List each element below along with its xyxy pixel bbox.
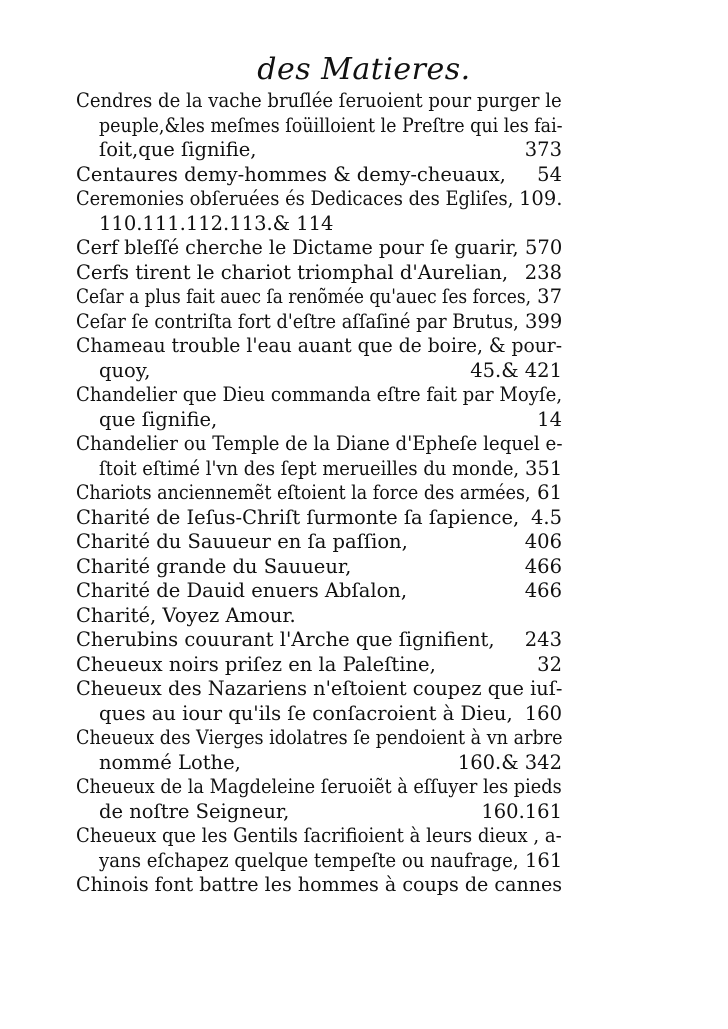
entry-text: Cheueux des Nazariens n'eſtoient coupez que iuſ- [76, 677, 563, 700]
index-entry [76, 187, 562, 236]
index-entry [76, 653, 562, 678]
index-entry [76, 310, 562, 335]
page-reference: 160.161 [481, 799, 562, 823]
entry-text: Chandelier ou Temple de la Diane d'Epheſe lequel e- [76, 432, 563, 455]
page-reference: 4.5 [530, 505, 562, 529]
entry-text: Charité de Dauid enuers Abſalon, [76, 579, 408, 602]
entry-text: Charité de Ieſus-Chriſt ſurmonte ſa ſapience, [76, 505, 520, 529]
entry-line [76, 849, 562, 874]
index-entry [76, 236, 562, 261]
page-reference: 238 [524, 260, 562, 284]
entry-line [76, 775, 562, 800]
entry-text: nommé Lothe, [99, 750, 241, 774]
index-entry [76, 604, 562, 629]
entry-line [76, 628, 562, 653]
entry-line [76, 604, 562, 629]
index-entry [76, 555, 562, 580]
entry-line [76, 481, 562, 506]
entry-line [76, 310, 562, 335]
entry-line [76, 800, 562, 825]
index-entry [76, 873, 562, 898]
entry-text: ques au iour qu'ils ſe conſacroient à Dieu, [99, 701, 513, 725]
entry-line [76, 702, 562, 727]
entry-line [76, 334, 562, 359]
entry-text: ſoit,que ſignifie, [99, 138, 257, 161]
page-reference: 570 [525, 236, 563, 259]
index-entry [76, 481, 562, 506]
index-entry [76, 261, 562, 286]
entry-text: Cheueux que les Gentils ſacrifioient à leurs dieux , a- [76, 824, 562, 847]
page-reference: 37 [537, 285, 562, 308]
entry-text: Charité, Voyez Amour. [76, 603, 296, 627]
entry-text: Cherubins couurant l'Arche que ſignifient, [76, 628, 495, 651]
entry-text: de noſtre Seigneur, [99, 799, 290, 823]
entry-text: Centaures demy-hommes & demy-cheuaux, [76, 162, 506, 186]
page-reference: 160 [524, 701, 562, 725]
entry-text: ſtoit eſtimé l'vn des ſept merueilles du monde, [99, 456, 520, 480]
entry-text: Chandelier que Dieu commanda eſtre fait par Moyſe, [76, 383, 563, 406]
page-reference: 14 [537, 407, 562, 431]
entry-line [76, 677, 562, 702]
index-entry [76, 163, 562, 188]
index-entry [76, 334, 562, 383]
entry-line [76, 824, 562, 849]
entry-line [76, 359, 562, 384]
entry-text: peuple,&les meſmes ſoüilloient le Preſtre qui les fai- [99, 113, 563, 137]
page-reference: 61 [537, 481, 562, 504]
index-list [76, 89, 562, 898]
page-reference: 109. [519, 187, 563, 210]
page-reference: 406 [524, 530, 562, 553]
entry-line [76, 555, 562, 580]
page-reference: 466 [524, 579, 562, 602]
entry-text: Charité grande du Sauueur, [76, 554, 352, 578]
entry-line [76, 579, 562, 604]
entry-text: Chariots anciennemẽt eſtoient la force des armées, [76, 481, 531, 504]
index-entry [76, 506, 562, 531]
entry-line [76, 432, 562, 457]
entry-line [76, 383, 562, 408]
entry-line [76, 114, 562, 139]
entry-text: Cheueux noirs priſez en la Paleſtine, [76, 652, 436, 676]
index-entry [76, 383, 562, 432]
index-entry [76, 285, 562, 310]
entry-line [76, 653, 562, 678]
index-entry [76, 677, 562, 726]
entry-line [76, 751, 562, 776]
index-entry [76, 432, 562, 481]
entry-text: Cheueux des Vierges idolatres ſe pendoient à vn arbre [76, 726, 563, 749]
page-reference: 161 [525, 848, 563, 872]
entry-line [76, 138, 562, 163]
page-reference: 399 [525, 309, 563, 333]
entry-line [76, 236, 562, 261]
page-reference: 160.& 342 [457, 750, 562, 774]
entry-text: Chameau trouble l'eau auant que de boire, & pour- [76, 334, 563, 357]
page-reference: 45.& 421 [470, 358, 562, 382]
entry-text: yans eſchapez quelque tempeſte ou naufrage, [99, 848, 519, 872]
page-reference: 32 [537, 652, 562, 676]
index-entry [76, 89, 562, 163]
entry-text: Ceremonies obſeruées és Dedicaces des Egliſes, [76, 187, 514, 210]
entry-line [76, 285, 562, 310]
entry-text: Cheueux de la Magdeleine ſeruoiẽt à eſſuyer les pieds [76, 775, 562, 798]
index-entry [76, 530, 562, 555]
page-reference: 54 [537, 162, 562, 186]
entry-line [76, 163, 562, 188]
entry-text: Ceſar a plus fait auec ſa renõmée qu'auec ſes forces, [76, 285, 532, 308]
entry-line [76, 873, 562, 898]
index-entry [76, 824, 562, 873]
page-reference: 351 [525, 456, 563, 480]
entry-text: quoy, [99, 358, 151, 382]
entry-line [76, 457, 562, 482]
page-reference: 373 [524, 138, 562, 161]
entry-text: Charité du Sauueur en ſa paſſion, [76, 530, 408, 553]
index-entry [76, 579, 562, 604]
entry-line [76, 530, 562, 555]
entry-text: que ſignifie, [99, 407, 218, 431]
entry-line [76, 187, 562, 212]
index-entry [76, 726, 562, 775]
entry-text: Cendres de la vache bruſlée ſeruoient pour purger le [76, 89, 562, 112]
entry-text: Ceſar ſe contriſta fort d'eſtre aſſaſiné par Brutus, [76, 309, 519, 333]
entry-text: Cerfs tirent le chariot triomphal d'Aurelian, [76, 260, 509, 284]
entry-text: Cerf bleſſé cherche le Dictame pour ſe guarir, [76, 236, 519, 259]
index-entry [76, 775, 562, 824]
index-entry [76, 628, 562, 653]
page-reference: 243 [524, 628, 562, 651]
entry-text: Chinois font battre les hommes à coups de cannes [76, 873, 563, 896]
entry-line [76, 506, 562, 531]
entry-line [76, 89, 562, 114]
entry-text: 110.111.112.113.& 114 [99, 211, 334, 235]
entry-line [76, 261, 562, 286]
page-reference: 466 [524, 554, 562, 578]
entry-line [76, 212, 562, 237]
running-header: des Matieres. [257, 52, 471, 87]
entry-line [76, 726, 562, 751]
entry-line [76, 408, 562, 433]
